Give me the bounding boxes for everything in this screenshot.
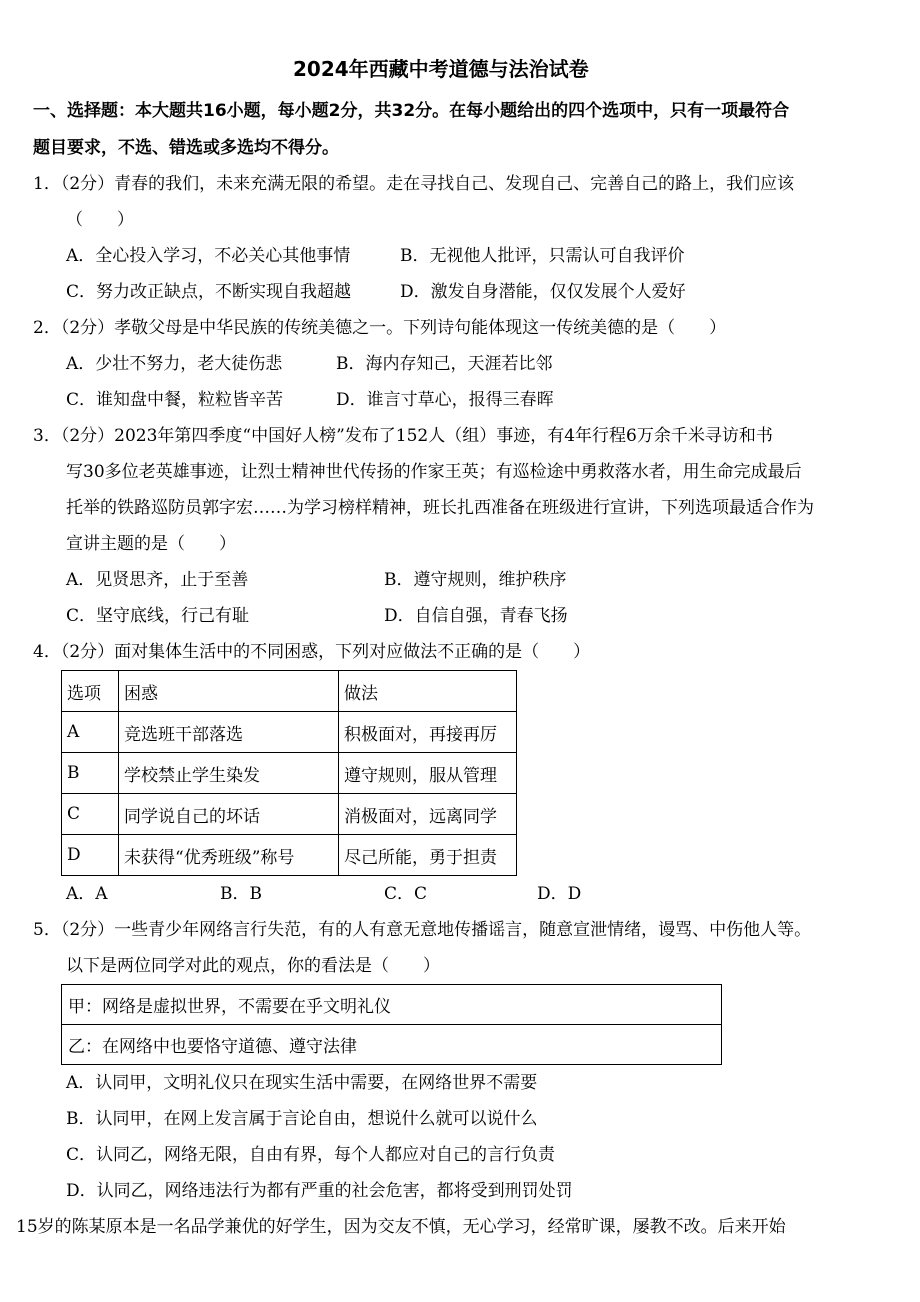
table-header-cell: 做法 xyxy=(339,671,517,712)
q3-stem-line4: 宣讲主题的是（ ） xyxy=(66,534,236,554)
table-cell: 同学说自己的坏话 xyxy=(119,794,339,835)
q1-option-b: B．无视他人批评，只需认可自我评价 xyxy=(400,246,685,266)
q4-option-c: C．C xyxy=(384,884,428,904)
table-cell: 竞选班干部落选 xyxy=(119,712,339,753)
q4-stem: 4．（2分）面对集体生活中的不同困惑，下列对应做法不正确的是（ ） xyxy=(33,642,591,662)
q3-option-a: A．见贤思齐，止于至善 xyxy=(66,570,249,590)
q2-option-b: B．海内存知己，天涯若比邻 xyxy=(336,354,553,374)
table-cell: 消极面对，远离同学 xyxy=(339,794,517,835)
table-row xyxy=(62,985,722,1025)
q1-stem-line1: 1．（2分）青春的我们，未来充满无限的希望。走在寻找自己、发现自己、完善自己的路上，我们应该 xyxy=(33,174,795,194)
table-cell: B xyxy=(62,753,119,794)
q4-option-b: B．B xyxy=(220,884,262,904)
q3-stem-line2: 写30多位老英雄事迹，让烈士精神世代传扬的作家王英；有巡检途中勇救落水者，用生命完成最后 xyxy=(66,462,802,482)
opinion-jia: 甲：网络是虚拟世界，不需要在乎文明礼仪 xyxy=(62,985,722,1025)
q3-option-d: D．自信自强，青春飞扬 xyxy=(384,606,568,626)
passage-text: 15岁的陈某原本是一名品学兼优的好学生，因为交友不慎，无心学习，经常旷课，屡教不改。后来开始 xyxy=(16,1217,786,1237)
table-cell: 积极面对，再接再厉 xyxy=(339,712,517,753)
table-header-row xyxy=(62,671,517,712)
q3-stem-line3: 托举的铁路巡防员郭字宏……为学习榜样精神，班长扎西准备在班级进行宣讲，下列选项最适合作为 xyxy=(66,498,814,518)
table-cell: 学校禁止学生染发 xyxy=(119,753,339,794)
q5-stem-line2: 以下是两位同学对此的观点，你的看法是（ ） xyxy=(66,956,440,976)
q4-option-a: A．A xyxy=(66,884,108,904)
q4-option-d: D．D xyxy=(537,884,582,904)
page-title: 2024年西藏中考道德与法治试卷 xyxy=(293,57,589,81)
q5-stem-line1: 5．（2分）一些青少年网络言行失范，有的人有意无意地传播谣言，随意宣泄情绪，谩骂、中伤他人等。 xyxy=(33,920,812,940)
q1-option-c: C．努力改正缺点，不断实现自我超越 xyxy=(66,282,352,302)
q1-stem-line2: （ ） xyxy=(66,210,134,230)
table-header-cell: 选项 xyxy=(62,671,119,712)
section-heading-line2: 题目要求，不选、错选或多选均不得分。 xyxy=(33,138,339,158)
table-cell: C xyxy=(62,794,119,835)
opinion-yi: 乙：在网络中也要恪守道德、遵守法律 xyxy=(62,1025,722,1065)
q2-option-c: C．谁知盘中餐，粒粒皆辛苦 xyxy=(66,390,284,410)
table-header-cell: 困惑 xyxy=(119,671,339,712)
q5-option-a: A．认同甲，文明礼仪只在现实生活中需要，在网络世界不需要 xyxy=(66,1073,538,1093)
table-row xyxy=(62,753,517,794)
table-cell: D xyxy=(62,835,119,876)
table-row xyxy=(62,1025,722,1065)
q1-option-a: A．全心投入学习，不必关心其他事情 xyxy=(66,246,351,266)
table-cell: 未获得“优秀班级”称号 xyxy=(119,835,339,876)
q5-option-d: D．认同乙，网络违法行为都有严重的社会危害，都将受到刑罚处罚 xyxy=(66,1181,573,1201)
q5-option-b: B．认同甲，在网上发言属于言论自由，想说什么就可以说什么 xyxy=(66,1109,538,1129)
q5-opinion-box xyxy=(61,984,722,1065)
table-row xyxy=(62,835,517,876)
q2-option-d: D．谁言寸草心，报得三春晖 xyxy=(336,390,554,410)
table-row xyxy=(62,712,517,753)
q3-option-c: C．坚守底线，行己有耻 xyxy=(66,606,250,626)
q4-table xyxy=(61,670,517,876)
q3-stem-line1: 3．（2分）2023年第四季度“中国好人榜”发布了152人（组）事迹，有4年行程6万余千米寻访和书 xyxy=(33,426,773,446)
q5-option-c: C．认同乙，网络无限，自由有界，每个人都应对自己的言行负责 xyxy=(66,1145,556,1165)
table-cell: A xyxy=(62,712,119,753)
table-cell: 遵守规则，服从管理 xyxy=(339,753,517,794)
q3-option-b: B．遵守规则，维护秩序 xyxy=(384,570,567,590)
table-cell: 尽己所能，勇于担责 xyxy=(339,835,517,876)
q1-option-d: D．激发自身潜能，仅仅发展个人爱好 xyxy=(400,282,686,302)
table-row xyxy=(62,794,517,835)
q2-option-a: A．少壮不努力，老大徒伤悲 xyxy=(66,354,283,374)
q2-stem: 2．（2分）孝敬父母是中华民族的传统美德之一。下列诗句能体现这一传统美德的是（ ） xyxy=(33,318,727,338)
section-heading-line1: 一、选择题：本大题共16小题，每小题2分，共32分。在每小题给出的四个选项中，只有一项最符合 xyxy=(33,101,790,121)
